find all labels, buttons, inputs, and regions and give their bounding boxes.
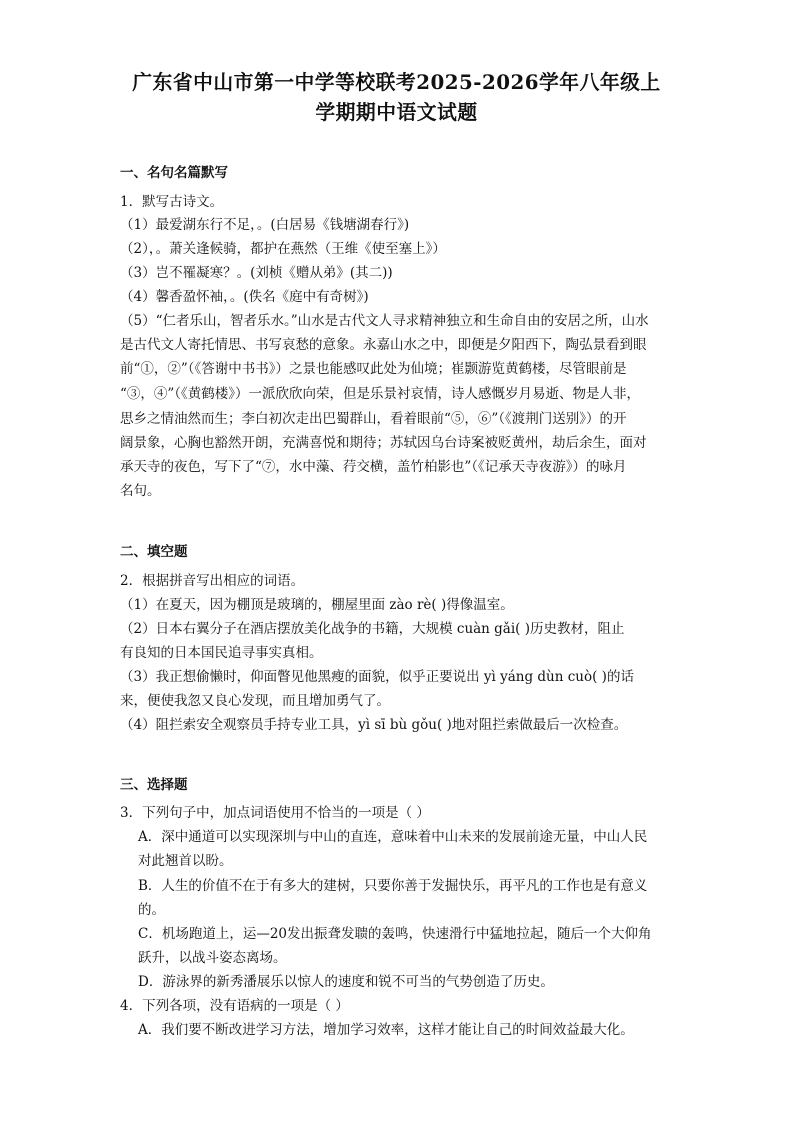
question-3-option: 对此翘首以盼。: [138, 853, 233, 869]
question-1-line: 承天寺的夜色，写下了“⑦，水中藻、荇交横，盖竹柏影也”（《记承天寺夜游》）的咏月: [120, 459, 627, 475]
question-1-line: 是古代文人寄托情思、书写哀愁的意象。永嘉山水之中，即便是夕阳西下，陶弘景看到眼: [120, 337, 647, 353]
question-4-stem: 4．下列各项，没有语病的一项是（ ）: [120, 998, 349, 1014]
question-1-line: 前“①，②”（《答谢中书书》）之景也能感叹此处为仙境；崔颢游览黄鹤楼，尽管眼前是: [120, 361, 627, 377]
question-2-stem: 2．根据拼音写出相应的词语。: [120, 573, 305, 589]
question-2-line: （1）在夏天，因为棚顶是玻璃的，棚屋里面 zào rè( )得像温室。: [120, 597, 514, 613]
question-3-option: 的。: [138, 902, 165, 918]
question-2-line: （4）阻拦索安全观察员手持专业工具，yì sī bù gǒu( )地对阻拦索做最后一次检查。: [120, 717, 628, 733]
question-1-line: 阔景象，心胸也豁然开朗，充满喜悦和期待；苏轼因乌台诗案被贬黄州，劫后余生，面对: [120, 435, 647, 451]
question-1-line: 思乡之情油然而生；李白初次走出巴蜀群山，看着眼前“⑤，⑥”（《渡荆门送别》）的开: [120, 411, 627, 427]
question-1-line: “③，④”（《黄鹤楼》）一派欣欣向荣，但是乐景衬哀情，诗人感慨岁月易逝、物是人非，: [120, 386, 641, 402]
question-3-option: C．机场跑道上，运—20发出振聋发聩的轰鸣，快速滑行中猛地拉起，随后一个大仰角: [138, 926, 652, 942]
question-3-option: 跃升，以战斗姿态离场。: [138, 950, 287, 966]
question-1-line: （1）最爱湖东行不足，。(白居易《钱塘湖春行》): [120, 217, 410, 233]
question-2-line: （3）我正想偷懒时，仰面瞥见他黑瘦的面貌，似乎正要说出 yì yáng dùn cuò( )的话: [120, 669, 634, 685]
document-title-line2: 学期期中语文试题: [315, 100, 478, 124]
question-2-line: 有良知的日本国民追寻事实真相。: [120, 645, 323, 661]
question-1-stem: 1．默写古诗文。: [120, 194, 224, 210]
question-1-line: （4）馨香盈怀袖，。(佚名《庭中有奇树》): [120, 289, 369, 305]
section-heading-2: 二、填空题: [120, 544, 188, 560]
question-1-line: （2），。萧关逢候骑，都护在燕然（王维《使至塞上》）: [120, 241, 446, 257]
question-3-option: A．深中通道可以实现深圳与中山的直连，意味着中山未来的发展前途无量，中山人民: [138, 829, 648, 845]
question-4-option: A．我们要不断改进学习方法，增加学习效率，这样才能让自己的时间效益最大化。: [138, 1022, 634, 1038]
question-3-option: B．人生的价值不在于有多大的建树，只要你善于发掘快乐，再平凡的工作也是有意义: [138, 878, 648, 894]
question-3-stem: 3．下列句子中，加点词语使用不恰当的一项是（ ）: [120, 805, 430, 821]
document-title-line1: 广东省中山市第一中学等校联考2025-2026学年八年级上: [132, 70, 661, 94]
question-3-option: D．游泳界的新秀潘展乐以惊人的速度和锐不可当的气势创造了历史。: [138, 974, 554, 990]
question-1-line: （5）“仁者乐山，智者乐水。”山水是古代文人寻求精神独立和生命自由的安居之所，山水: [120, 313, 649, 329]
section-heading-1: 一、名句名篇默写: [120, 165, 228, 181]
section-heading-3: 三、选择题: [120, 777, 188, 793]
question-2-line: 来，便使我忽又良心发现，而且增加勇气了。: [120, 693, 390, 709]
question-1-line: （3）岂不罹凝寒？。(刘桢《赠从弟》(其二)): [120, 265, 393, 281]
question-1-line: 名句。: [120, 483, 161, 499]
question-2-line: （2）日本右翼分子在酒店摆放美化战争的书籍，大规模 cuàn gǎi( )历史教材，阻止: [120, 621, 625, 637]
